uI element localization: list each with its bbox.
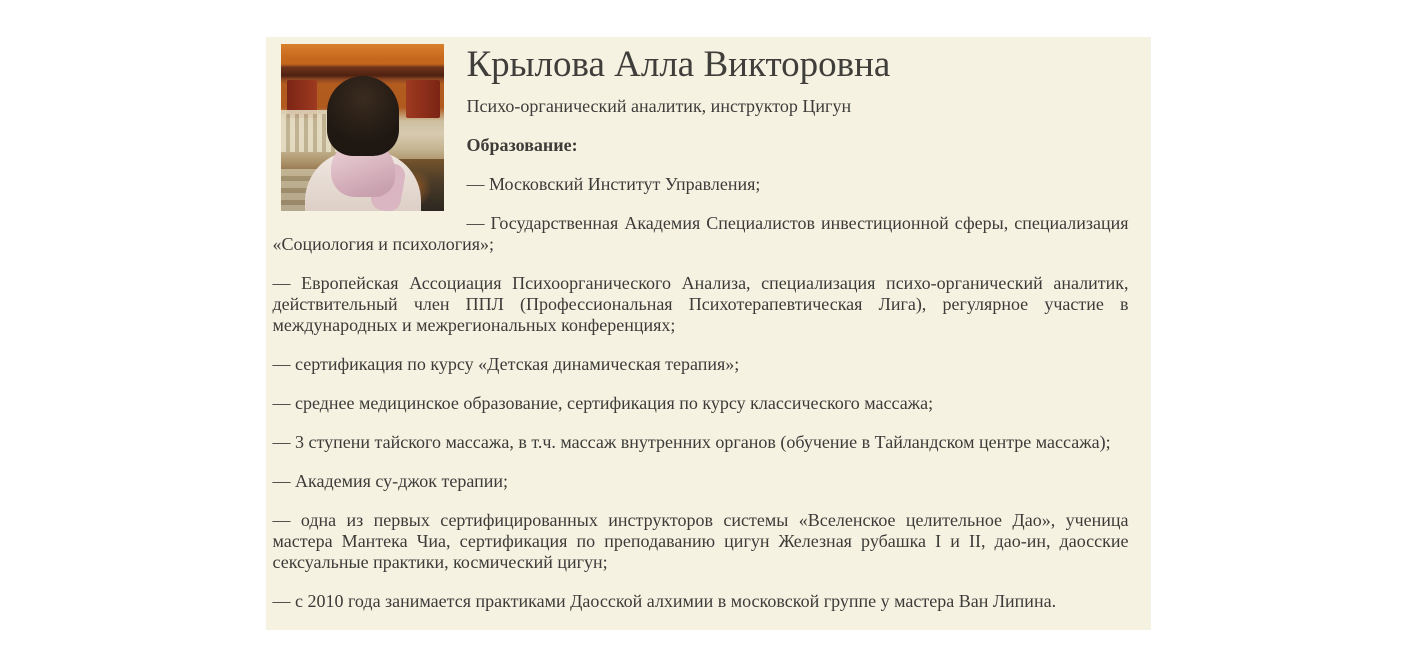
education-item: — Европейская Ассоциация Психоорганического Анализа, специализация психо-органический аналитик, действительный член ППЛ (Профессиональная Психотерапевтическая Лига), регулярное участие в международных и межрегиональных конференциях;	[272, 273, 1129, 335]
profile-photo	[281, 44, 444, 211]
photo-palace-door-right	[406, 80, 440, 118]
profile-card	[266, 37, 1151, 630]
education-item: — Московский Институт Управления;	[466, 174, 761, 194]
education-item: — сертификация по курсу «Детская динамическая терапия»;	[272, 354, 740, 374]
profile-name: Крылова Алла Викторовна	[466, 44, 891, 85]
photo-person-hair	[327, 76, 399, 156]
education-item: — одна из первых сертифицированных инструкторов системы «Вселенское целительное Дао», ученица мастера Мантека Чиа, сертификация по преподаванию цигун Железная рубашка I и II, дао-ин, даосские сексуальные практики, космический цигун;	[272, 510, 1129, 572]
education-item: — 3 ступени тайского массажа, в т.ч. массаж внутренних органов (обучение в Тайландском центре массажа);	[272, 432, 1111, 452]
education-item: — Академия су-джок терапии;	[272, 471, 509, 491]
education-section-heading: Образование:	[466, 135, 578, 155]
education-item: — Государственная Академия Специалистов инвестиционной сферы, специализация «Социология и психология»;	[272, 213, 1129, 254]
profile-subtitle: Психо-органический аналитик, инструктор Цигун	[466, 96, 852, 116]
education-item: — среднее медицинское образование, сертификация по курсу классического массажа;	[272, 393, 934, 413]
education-item: — с 2010 года занимается практиками Даосской алхимии в московской группе у мастера Ван Липина.	[272, 591, 1057, 611]
